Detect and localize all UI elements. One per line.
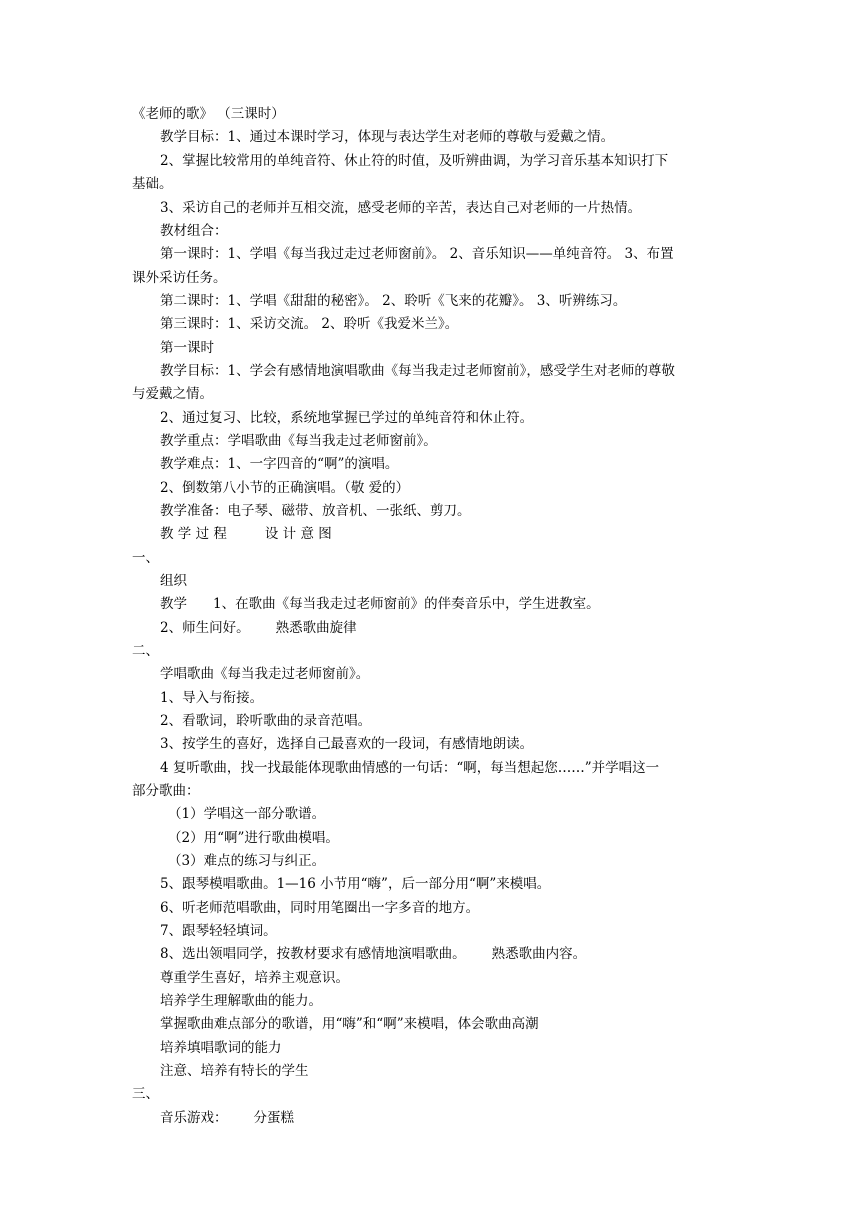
sub-step-1: （1）学唱这一部分歌谱。 [168,806,326,822]
goal-line-2-cont: 基础。 [132,176,173,192]
lesson-3-line: 第三课时：1、采访交流。 2、聆听《我爱米兰》。 [160,316,459,332]
step-4-cont: 部分歌曲： [132,783,200,799]
step-8: 8、选出领唱同学，按教材要求有感情地演唱歌曲。 [160,946,466,962]
difficulty-2: 2、倒数第八小节的正确演唱。（敬 爱的） [160,480,410,496]
section-3-marker: 三、 [132,1086,159,1102]
first-lesson-goal-1: 教学目标：1、学会有感情地演唱歌曲《每当我走过老师窗前》，感受学生对老师的尊敬 [160,363,675,379]
game-name: 分蛋糕 [253,1110,294,1126]
document-title: 《老师的歌》 （三课时） [132,106,285,122]
step-2: 2、看歌词，聆听歌曲的录音范唱。 [160,713,372,729]
step-8-intent: 熟悉歌曲内容。 [491,946,587,962]
intent-a: 尊重学生喜好，培养主观意识。 [160,970,349,986]
goal-line-2: 2、掌握比较常用的单纯音符、休止符的时值，及听辨曲调，为学习音乐基本知识打下 [160,153,669,169]
sub-step-2: （2）用“啊”进行歌曲模唱。 [168,830,339,846]
first-lesson-heading: 第一课时 [160,340,214,356]
first-lesson-goal-2: 2、通过复习、比较，系统地掌握已学过的单纯音符和休止符。 [160,410,534,426]
lesson-1-line: 第一课时：1、学唱《每当我过走过老师窗前》。 2、音乐知识——单纯音符。 3、布置 [160,246,674,262]
lesson-1-cont: 课外采访任务。 [132,270,227,286]
intent-b: 培养学生理解歌曲的能力。 [160,993,322,1009]
step-8-line [160,943,732,965]
goal-line-1: 教学目标：1、通过本课时学习，体现与表达学生对老师的尊敬与爱戴之情。 [160,129,615,145]
greet-line [160,617,732,639]
organize-label: 组织 [160,573,187,589]
teach-line [160,593,732,615]
step-5: 5、跟琴模唱歌曲。1—16 小节用“嗨”，后一部分用“啊”来模唱。 [160,876,551,892]
intent-e: 注意、培养有特长的学生 [160,1063,309,1079]
step-6: 6、听老师范唱歌曲，同时用笔圈出一字多音的地方。 [160,900,480,916]
step-3: 3、按学生的喜好，选择自己最喜欢的一段词，有感情地朗读。 [160,736,534,752]
greet-intent: 熟悉歌曲旋律 [275,620,357,636]
process-label: 教 学 过 程 [160,526,227,542]
teach-label: 教学 [160,596,187,612]
process-header [160,523,732,545]
learn-song: 学唱歌曲《每当我走过老师窗前》。 [160,666,370,682]
goal-line-3: 3、采访自己的老师并互相交流，感受老师的辛苦，表达自己对老师的一片热情。 [160,200,642,216]
intent-d: 培养填唱歌词的能力 [160,1040,282,1056]
step-1: 1、导入与衔接。 [160,690,264,706]
first-lesson-goal-1-cont: 与爱戴之情。 [132,386,213,402]
game-line [160,1107,732,1129]
section-2-marker: 二、 [132,643,159,659]
step-4: 4 复听歌曲，找一找最能体现歌曲情感的一句话：“啊，每当想起您……”并学唱这一 [160,760,660,776]
design-label: 设 计 意 图 [264,526,332,542]
intent-c: 掌握歌曲难点部分的歌谱，用“嗨”和“啊”来模唱，体会歌曲高潮 [160,1016,539,1032]
lesson-2-line: 第二课时：1、学唱《甜甜的秘密》。 2、聆听《飞来的花瓣》。 3、听辨练习。 [160,293,627,309]
step-7: 7、跟琴轻轻填词。 [160,923,277,939]
difficulty-1: 教学难点：1、一字四音的“啊”的演唱。 [160,456,399,472]
greet-step: 2、师生问好。 [160,620,250,636]
sub-step-3: （3）难点的练习与纠正。 [168,853,326,869]
material-label: 教材组合： [160,223,228,239]
key-point: 教学重点：学唱歌曲《每当我走过老师窗前》。 [160,433,437,449]
teach-step-1: 1、在歌曲《每当我走过老师窗前》的伴奏音乐中，学生进教室。 [213,596,600,612]
game-label: 音乐游戏： [160,1110,228,1126]
section-1-marker: 一、 [132,550,159,566]
preparation: 教学准备：电子琴、磁带、放音机、一张纸、剪刀。 [160,503,471,519]
